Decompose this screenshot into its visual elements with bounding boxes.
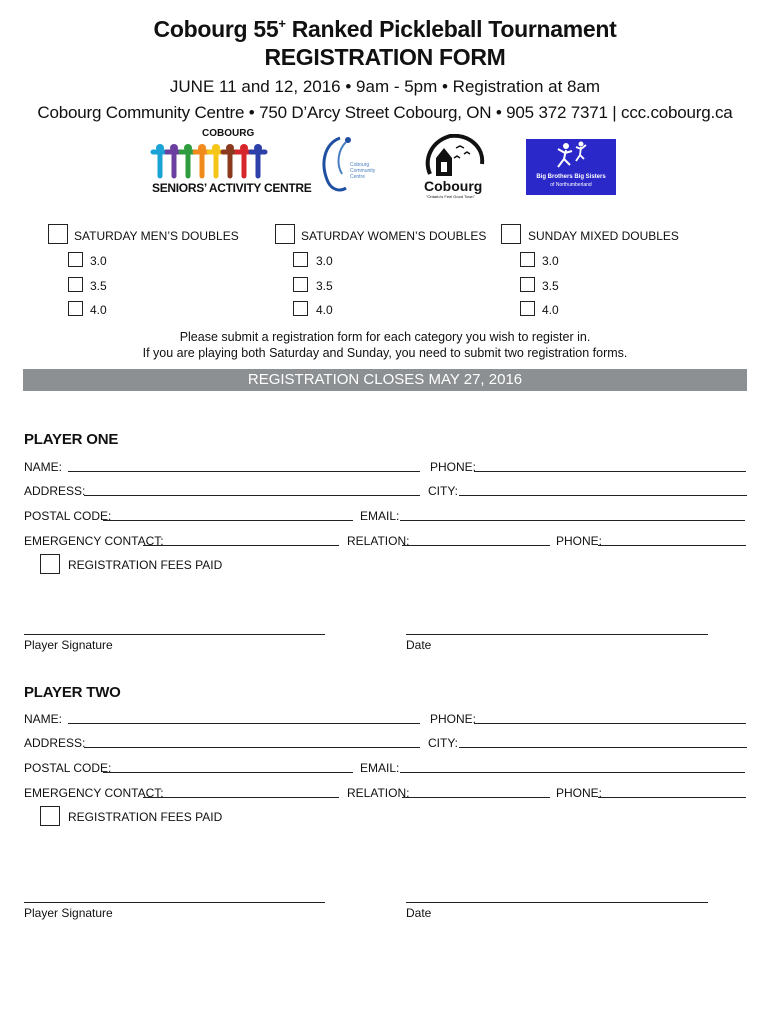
relation-label: RELATION:: [347, 534, 410, 548]
postal-code-label: POSTAL CODE:: [24, 509, 112, 523]
level-checkbox-womens-3-5[interactable]: [293, 277, 308, 292]
phone-label: PHONE:: [430, 460, 477, 474]
town-hall-icon: [420, 134, 490, 180]
player-one-phone-field[interactable]: [474, 460, 746, 472]
player-two-name-field[interactable]: [68, 712, 420, 724]
player-one-fees-paid-checkbox[interactable]: [40, 554, 60, 574]
player-one-date-line[interactable]: [406, 634, 708, 635]
level-label: 4.0: [542, 303, 559, 317]
instruction-note: If you are playing both Saturday and Sunday, you need to submit two registration forms.: [142, 346, 628, 360]
player-two-emergency-phone-field[interactable]: [598, 786, 746, 798]
instruction-note: Please submit a registration form for each category you wish to register in.: [179, 330, 591, 344]
player-one-heading: PLAYER ONE: [24, 431, 119, 448]
form-title: REGISTRATION FORM: [264, 44, 506, 70]
category-checkbox-mens-doubles[interactable]: [48, 224, 68, 244]
date-label: Date: [406, 906, 432, 920]
registration-deadline-banner: REGISTRATION CLOSES MAY 27, 2016: [23, 369, 747, 391]
relation-label: RELATION:: [347, 786, 410, 800]
player-one-relation-field[interactable]: [402, 534, 550, 546]
level-label: 3.0: [316, 254, 333, 268]
level-label: 4.0: [316, 303, 333, 317]
date-label: Date: [406, 638, 432, 652]
address-label: ADDRESS:: [24, 736, 86, 750]
level-label: 3.5: [542, 279, 559, 293]
level-label: 3.0: [90, 254, 107, 268]
signature-label: Player Signature: [24, 906, 113, 920]
category-label-womens-doubles: SATURDAY WOMEN’S DOUBLES: [301, 229, 487, 243]
category-label-mens-doubles: SATURDAY MEN’S DOUBLES: [74, 229, 239, 243]
email-label: EMAIL:: [360, 509, 400, 523]
emergency-contact-label: EMERGENCY CONTACT:: [24, 534, 164, 548]
phone-label: PHONE:: [430, 712, 477, 726]
player-two-heading: PLAYER TWO: [24, 684, 121, 701]
player-one-address-field[interactable]: [84, 484, 420, 496]
phone-label: PHONE:: [556, 534, 603, 548]
player-two-signature-line[interactable]: [24, 902, 325, 903]
category-label-mixed-doubles: SUNDAY MIXED DOUBLES: [528, 229, 679, 243]
big-brothers-big-sisters-logo: Big Brothers Big Sisters of Northumberland: [526, 139, 616, 195]
player-one-signature-line[interactable]: [24, 634, 325, 635]
player-one-emergency-phone-field[interactable]: [598, 534, 746, 546]
level-checkbox-mens-3-0[interactable]: [68, 252, 83, 267]
seniors-activity-centre-logo: COBOURG SENIORS’ ACTIVITY CENTRE: [152, 128, 312, 195]
player-two-city-field[interactable]: [459, 736, 747, 748]
tournament-title: Cobourg 55+ Ranked Pickleball Tournament: [153, 16, 617, 42]
level-label: 3.5: [90, 279, 107, 293]
jumping-figures-icon: [526, 139, 616, 173]
signature-label: Player Signature: [24, 638, 113, 652]
category-checkbox-mixed-doubles[interactable]: [501, 224, 521, 244]
player-two-address-field[interactable]: [84, 736, 420, 748]
player-one-postal-code-field[interactable]: [103, 509, 353, 521]
community-centre-logo: Cobourg Community Centre: [318, 134, 388, 194]
city-label: CITY:: [428, 484, 459, 498]
player-one-email-field[interactable]: [400, 509, 745, 521]
category-checkbox-womens-doubles[interactable]: [275, 224, 295, 244]
level-label: 3.0: [542, 254, 559, 268]
level-label: 4.0: [90, 303, 107, 317]
level-checkbox-mixed-4-0[interactable]: [520, 301, 535, 316]
name-label: NAME:: [24, 460, 63, 474]
level-checkbox-womens-3-0[interactable]: [293, 252, 308, 267]
email-label: EMAIL:: [360, 761, 400, 775]
player-one-name-field[interactable]: [68, 460, 420, 472]
level-checkbox-mens-4-0[interactable]: [68, 301, 83, 316]
fees-paid-label: REGISTRATION FEES PAID: [68, 810, 223, 824]
phone-label: PHONE:: [556, 786, 603, 800]
player-one-city-field[interactable]: [459, 484, 747, 496]
player-two-relation-field[interactable]: [402, 786, 550, 798]
town-of-cobourg-logo: Cobourg "Ontario's Feel Good Town": [420, 134, 490, 200]
level-label: 3.5: [316, 279, 333, 293]
event-date-line: JUNE 11 and 12, 2016 • 9am - 5pm • Registration at 8am: [169, 77, 601, 96]
level-checkbox-mixed-3-5[interactable]: [520, 277, 535, 292]
level-checkbox-mens-3-5[interactable]: [68, 277, 83, 292]
player-two-date-line[interactable]: [406, 902, 708, 903]
player-one-emergency-contact-field[interactable]: [143, 534, 339, 546]
player-two-postal-code-field[interactable]: [103, 761, 353, 773]
level-checkbox-mixed-3-0[interactable]: [520, 252, 535, 267]
level-checkbox-womens-4-0[interactable]: [293, 301, 308, 316]
postal-code-label: POSTAL CODE:: [24, 761, 112, 775]
player-two-email-field[interactable]: [400, 761, 745, 773]
venue-contact-line: Cobourg Community Centre • 750 D’Arcy Street Cobourg, ON • 905 372 7371 | ccc.cobourg.ca: [37, 103, 733, 122]
player-two-emergency-contact-field[interactable]: [143, 786, 339, 798]
fees-paid-label: REGISTRATION FEES PAID: [68, 558, 223, 572]
address-label: ADDRESS:: [24, 484, 86, 498]
emergency-contact-label: EMERGENCY CONTACT:: [24, 786, 164, 800]
city-label: CITY:: [428, 736, 459, 750]
player-two-fees-paid-checkbox[interactable]: [40, 806, 60, 826]
name-label: NAME:: [24, 712, 63, 726]
player-two-phone-field[interactable]: [474, 712, 746, 724]
